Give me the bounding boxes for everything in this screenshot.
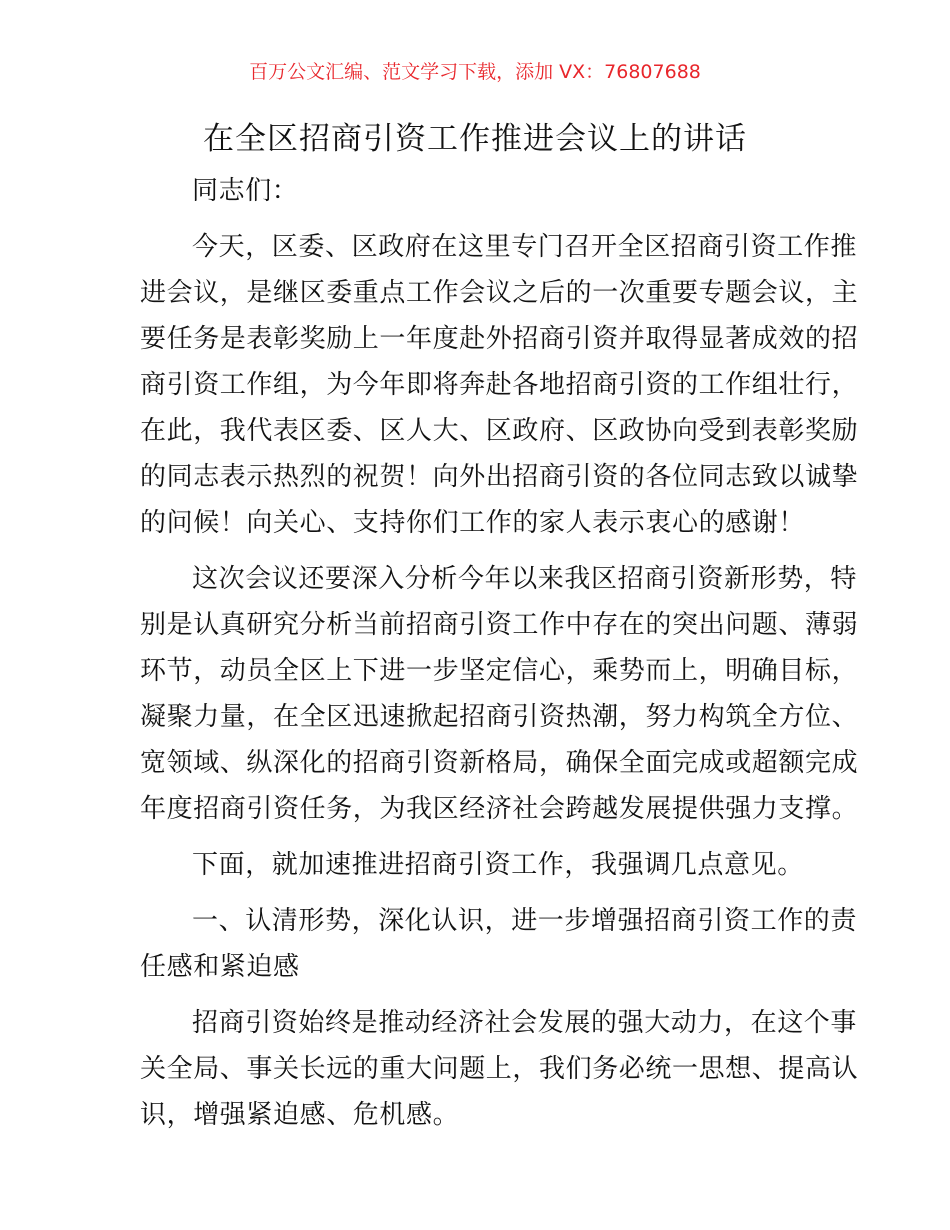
paragraph-4 (140, 1000, 859, 1138)
paragraph-line: 要任务是表彰奖励上一年度赴外招商引资并取得显著成效的招 (140, 324, 859, 354)
paragraph-2 (140, 556, 859, 832)
watermark-header: 百万公文汇编、范文学习下载，添加 VX：76807688 (249, 61, 701, 83)
section-heading-1 (140, 898, 858, 990)
paragraph-3 (140, 842, 820, 888)
paragraph-line: 环节，动员全区上下进一步坚定信心，乘势而上，明确目标， (140, 656, 859, 686)
paragraph-line: 招商引资始终是推动经济社会发展的强大动力，在这个事 (192, 1008, 858, 1038)
paragraph-line: 识，增强紧迫感、危机感。 (140, 1100, 460, 1130)
paragraph-1 (140, 224, 859, 546)
paragraph-line: 今天，区委、区政府在这里专门召开全区招商引资工作推 (192, 232, 858, 262)
paragraph-line: 商引资工作组，为今年即将奔赴各地招商引资的工作组壮行， (140, 370, 859, 400)
document-body (140, 168, 859, 1138)
paragraph-line: 在此，我代表区委、区人大、区政府、区政协向受到表彰奖励 (140, 416, 859, 446)
salutation: 同志们： (192, 176, 299, 206)
paragraph-line: 宽领域、纵深化的招商引资新格局，确保全面完成或超额完成 (140, 748, 859, 778)
paragraph-line: 年度招商引资任务，为我区经济社会跨越发展提供强力支撑。 (140, 794, 859, 824)
paragraph-line: 进会议，是继区委重点工作会议之后的一次重要专题会议，主 (140, 278, 859, 308)
paragraph-line: 凝聚力量，在全区迅速掀起招商引资热潮，努力构筑全方位、 (140, 702, 859, 732)
heading-line: 一、认清形势，深化认识，进一步增强招商引资工作的责 (192, 906, 858, 936)
paragraph-line: 的同志表示热烈的祝贺！向外出招商引资的各位同志致以诚挚 (140, 462, 859, 492)
paragraph-line: 关全局、事关长远的重大问题上，我们务必统一思想、提高认 (140, 1054, 859, 1084)
paragraph-line: 下面，就加速推进招商引资工作，我强调几点意见。 (192, 850, 804, 880)
paragraph-line: 这次会议还要深入分析今年以来我区招商引资新形势，特 (192, 564, 858, 594)
paragraph-line: 的问候！向关心、支持你们工作的家人表示衷心的感谢！ (140, 508, 806, 538)
document-title: 在全区招商引资工作推进会议上的讲话 (203, 121, 747, 157)
heading-line: 任感和紧迫感 (140, 952, 300, 982)
paragraph-line: 别是认真研究分析当前招商引资工作中存在的突出问题、薄弱 (140, 610, 859, 640)
